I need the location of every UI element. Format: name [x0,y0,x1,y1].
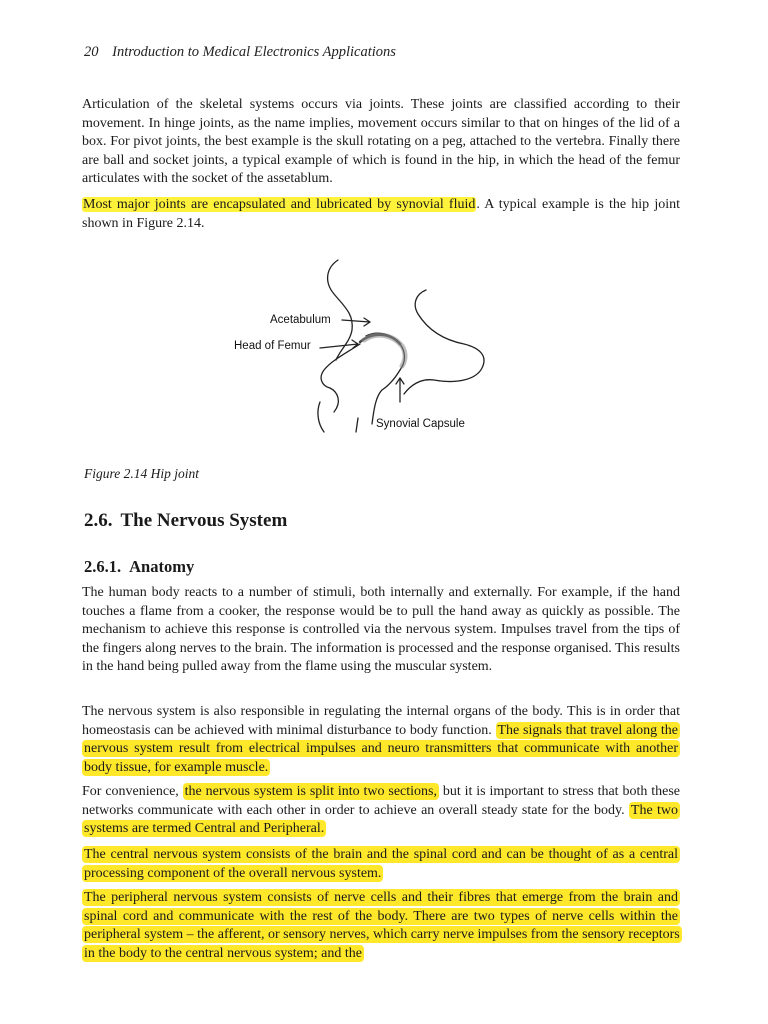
subsection-number: 2.6.1. [84,557,122,576]
subsection-title: Anatomy [129,557,195,576]
paragraph-stimuli [82,584,680,677]
highlight-synovial: Most major joints are encapsulated and lubricated by synovial fluid [83,197,476,212]
paragraph-regulation-text: The nervous system is also responsible in regulating the internal organs of the body. This is in order that homeostasis can be achieved with minimal disturbance to body function. [82,704,680,738]
subsection-heading [84,557,194,577]
label-head-of-femur: Head of Femur [234,340,311,352]
paragraph-pns [82,889,680,963]
section-title: The Nervous System [120,510,288,531]
paragraph-joints [82,96,680,189]
paragraph-regulation [82,703,680,777]
label-acetabulum: Acetabulum [270,314,331,326]
highlight-two-sections: the nervous system is split into two sections, [184,784,437,799]
highlight-two-systems: The two systems are termed Central and Peripheral. [84,802,679,837]
paragraph-sections-text-1: For convenience, [82,784,183,799]
paragraph-sections-text-2: but it is important to stress that both these networks communicate with each other in order to achieve an overall steady state for the body. [82,784,680,818]
highlight-pns: The peripheral nervous system consists of nerve cells and their fibres that emerge from the brain and spinal cord and communicate with the rest of the body. There are two types of nerve cells within the peripheral system – the afferent, or sensory nerves, which carry nerve impulses from the sensory receptors in the body to the central nervous system; and the [84,890,680,961]
hip-joint-figure [220,252,520,442]
paragraph-synovial-rest: . A typical example is the hip joint shown in Figure 2.14. [82,197,680,231]
section-heading [84,510,287,532]
running-title: Introduction to Medical Electronics Applications [112,44,396,60]
section-number: 2.6. [84,510,113,531]
page-number: 20 [84,44,99,60]
label-synovial-capsule: Synovial Capsule [376,418,465,430]
highlight-cns: The central nervous system consists of the brain and the spinal cord and can be thought of as a central processing component of the overall nervous system. [84,847,678,881]
running-header [84,44,396,61]
figure-caption: Figure 2.14 Hip joint [84,466,199,481]
paragraph-joints-text: Articulation of the skeletal systems occurs via joints. These joints are classified according to their movement. In hinge joints, as the name implies, movement occurs similar to that on hinges of the lid of a box. For pivot joints, the best example is the skull rotating on a peg, attached to the vertebra. Finally there are ball and socket joints, a typical example of which is found in the hip, in which the head of the femur articulates with the socket of the assetablum. [82,97,680,187]
paragraph-synovial [82,196,680,233]
highlight-signals: The signals that travel along the nervous system result from electrical impulses and neuro transmitters that communicate with another body tissue, for example muscle. [84,722,678,775]
paragraph-stimuli-text: The human body reacts to a number of stimuli, both internally and externally. For example, if the hand touches a flame from a cooker, the response would be to pull the hand away as quickly as possible. The mechanism to achieve this response is controlled via the nervous system. Impulses travel from the tips of the fingers along nerves to the brain. The information is processed and the response organised. This results in the hand being pulled away from the flame using the muscular system. [82,585,680,675]
paragraph-cns [82,846,680,883]
paragraph-sections [82,783,680,839]
